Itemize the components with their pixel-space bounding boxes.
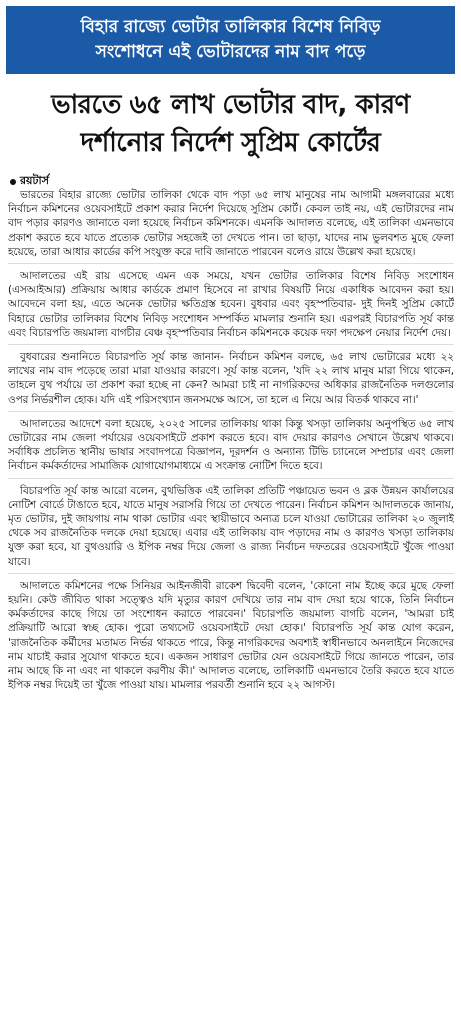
byline-source: রয়টার্স — [20, 174, 49, 187]
paragraph-6: আদালতে কমিশনের পক্ষে সিনিয়র আইনজীবী রাকেশ দ্বিবেদী বলেন, 'কোনো নাম ইচ্ছে করে মুছে ফেলা হয়নি। কেউ জীবিত থাকা সত্ত্বেও যদি মৃত্যুর কারণ দেখিয়ে তার নাম বাদ দেয়া হয়ে থাকে, তিনি নির্বাচন কর্মকর্তাদের কাছে গিয়ে তা সংশোধন করাতে পারবেন।' বিচারপতি জয়মাল্য বাগচি বলেন, 'আমরা চাই প্রক্রিয়াটি আরো স্বচ্ছ হোক। পুরো তথ্যসেট ওয়েবসাইটে দেয়া হোক।' বিচারপতি সূর্য কান্ত যোগ করেন, 'রাজনৈতিক কর্মীদের মতামত নির্ভর থাকতে পারে, কিন্তু নাগরিকদের অবশ্যই স্বাধীনভাবে অনলাইনে নিজেদের নাম যাচাই করার সুযোগ থাকতে হবে। একজন সাধারণ ভোটার যেন ওয়েবসাইটে গিয়ে জানতে পারেন, তার নাম আছে কি না এবং না থাকলে করণীয় কী।' আদালত বলেছে, তালিকাটি এমনভাবে তৈরি করতে হবে যাতে ইপিক নম্বর দিয়েই তা খুঁজে পাওয়া যায়। মামলার পরবর্তী শুনানি হবে ২২ আগস্ট। — [8, 579, 454, 692]
bullet-icon — [10, 179, 16, 185]
article-body — [8, 188, 454, 1010]
paragraph-3: বুধবারের শুনানিতে বিচারপতি সূর্য কান্ত জানান- নির্বাচন কমিশন বলছে, ৬৫ লাখ ভোটারের মধ্যে ২২ লাখের নাম বাদ পড়েছে তারা মারা যাওয়ার কারণে। সূর্য কান্ত বলেন, 'যদি ২২ লাখ মানুষ মারা গিয়ে থাকেন, তাহলে বুথ পর্যায়ে তা প্রকাশ করা হচ্ছে না কেন? আমরা চাই না নাগরিকদের অধিকার রাজনৈতিক দলগুলোর ওপর নির্ভরশীল হোক। যদি এই পরিসংখ্যান জনসমক্ষে আসে, তা হলে এ নিয়ে আর বিতর্ক থাকবে না।' — [8, 350, 454, 412]
kicker-line-1: বিহার রাজ্যে ভোটার তালিকার বিশেষ নিবিড় — [80, 17, 381, 37]
paragraph-4: আদালতের আদেশে বলা হয়েছে, ২০২৫ সালের তালিকায় থাকা কিন্তু খসড়া তালিকায় অনুপস্থিত ৬৫ লাখ ভোটারের নাম জেলা পর্যায়ের ওয়েবসাইটে প্রকাশ করতে হবে। বাদ দেয়ার কারণও সেখানে উল্লেখ থাকবে। সর্বাধিক প্রচলিত স্থানীয় ভাষার সংবাদপত্রে বিজ্ঞাপন, দূরদর্শন ও অন্যান্য টিভি চ্যানেলে সম্প্রচার এবং জেলা নির্বাচন কর্মকর্তাদের সামাজিক যোগাযোগমাধ্যমে এ সংক্রান্ত নোটিশ দিতে হবে। — [8, 417, 454, 479]
headline-line-1: ভারতে ৬৫ লাখ ভোটার বাদ, কারণ — [51, 90, 410, 120]
paragraph-2: আদালতের এই রায় এসেছে এমন এক সময়ে, যখন ভোটার তালিকার বিশেষ নিবিড় সংশোধন (এসআইআর) প্রক্রিয়ায় আধার কার্ডকে প্রমাণ হিসেবে না রাখার বিষয়টি নিয়ে একাধিক আবেদন করা হয়। আবেদনে বলা হয়, এতে অনেক ভোটার ক্ষতিগ্রস্ত হবেন। বুধবার এবং বৃহস্পতিবার- দুই দিনই সুপ্রিম কোর্টে বিহারে ভোটার তালিকার বিশেষ নিবিড় সংশোধন সম্পর্কিত মামলার শুনানি হয়। এরপরই বিচারপতি সূর্য কান্ত এবং বিচারপতি জয়মাল্য বাগচীর বেঞ্চ বৃহস্পতিবার নির্বাচন কমিশনকে কয়েক দফা পদক্ষেপ নেয়ার নির্দেশ দেয়। — [8, 269, 454, 345]
kicker-line-2: সংশোধনে এই ভোটারদের নাম বাদ পড়ে — [95, 42, 366, 62]
headline — [6, 86, 455, 162]
kicker-banner — [6, 6, 455, 74]
paragraph-5: বিচারপতি সূর্য কান্ত আরো বলেন, বুথভিত্তিক এই তালিকা প্রতিটি পঞ্চায়েত ভবন ও ব্লক উন্নয়ন কার্যালয়ের নোটিশ বোর্ডে টাঙাতে হবে, যাতে মানুষ সরাসরি গিয়ে তা দেখতে পারেন। নির্বাচন কমিশন আদালতকে জানায়, মৃত ভোটার, দুই জায়গায় নাম থাকা ভোটার এবং স্থায়ীভাবে অন্যত্র চলে যাওয়া ভোটারের তালিকা ২০ জুলাই থেকে সব রাজনৈতিক দলকে দেয়া হয়েছে। এবার এই তালিকায় বাদ পড়াদের নাম ও কারণও খসড়া তালিকায় যুক্ত করা হবে, যা বুথওয়ারি ও ইপিক নম্বর দিয়ে জেলা ও রাজ্য নির্বাচন দফতরের ওয়েবসাইটে খুঁজে পাওয়া যাবে। — [8, 484, 454, 574]
headline-line-2: দর্শানোর নির্দেশ সুপ্রিম কোর্টের — [80, 128, 381, 158]
paragraph-1: ভারতের বিহার রাজ্যে ভোটার তালিকা থেকে বাদ পড়া ৬৫ লাখ মানুষের নাম আগামী মঙ্গলবারের মধ্যে নির্বাচন কমিশনের ওয়েবসাইটে প্রকাশ করার নির্দেশ দিয়েছে সুপ্রিম কোর্ট। কেবল তাই নয়, এই ভোটারদের নাম বাদ পড়ার কারণও জানাতে বলা হয়েছে নির্বাচন কমিশনকে। এমনকি আদালত বলেছে, এই তালিকা এমনভাবে প্রকাশ করতে হবে যাতে প্রত্যেক ভোটার সহজেই তা দেখতে পান। তা ছাড়া, যাদের নাম ভুলবশত মুছে ফেলা হয়েছে, তারা আধার কার্ডের কপি সংযুক্ত করে দাবি জানাতে পারবেন বলেও রায়ে উল্লেখ করা হয়েছে। — [8, 188, 454, 264]
